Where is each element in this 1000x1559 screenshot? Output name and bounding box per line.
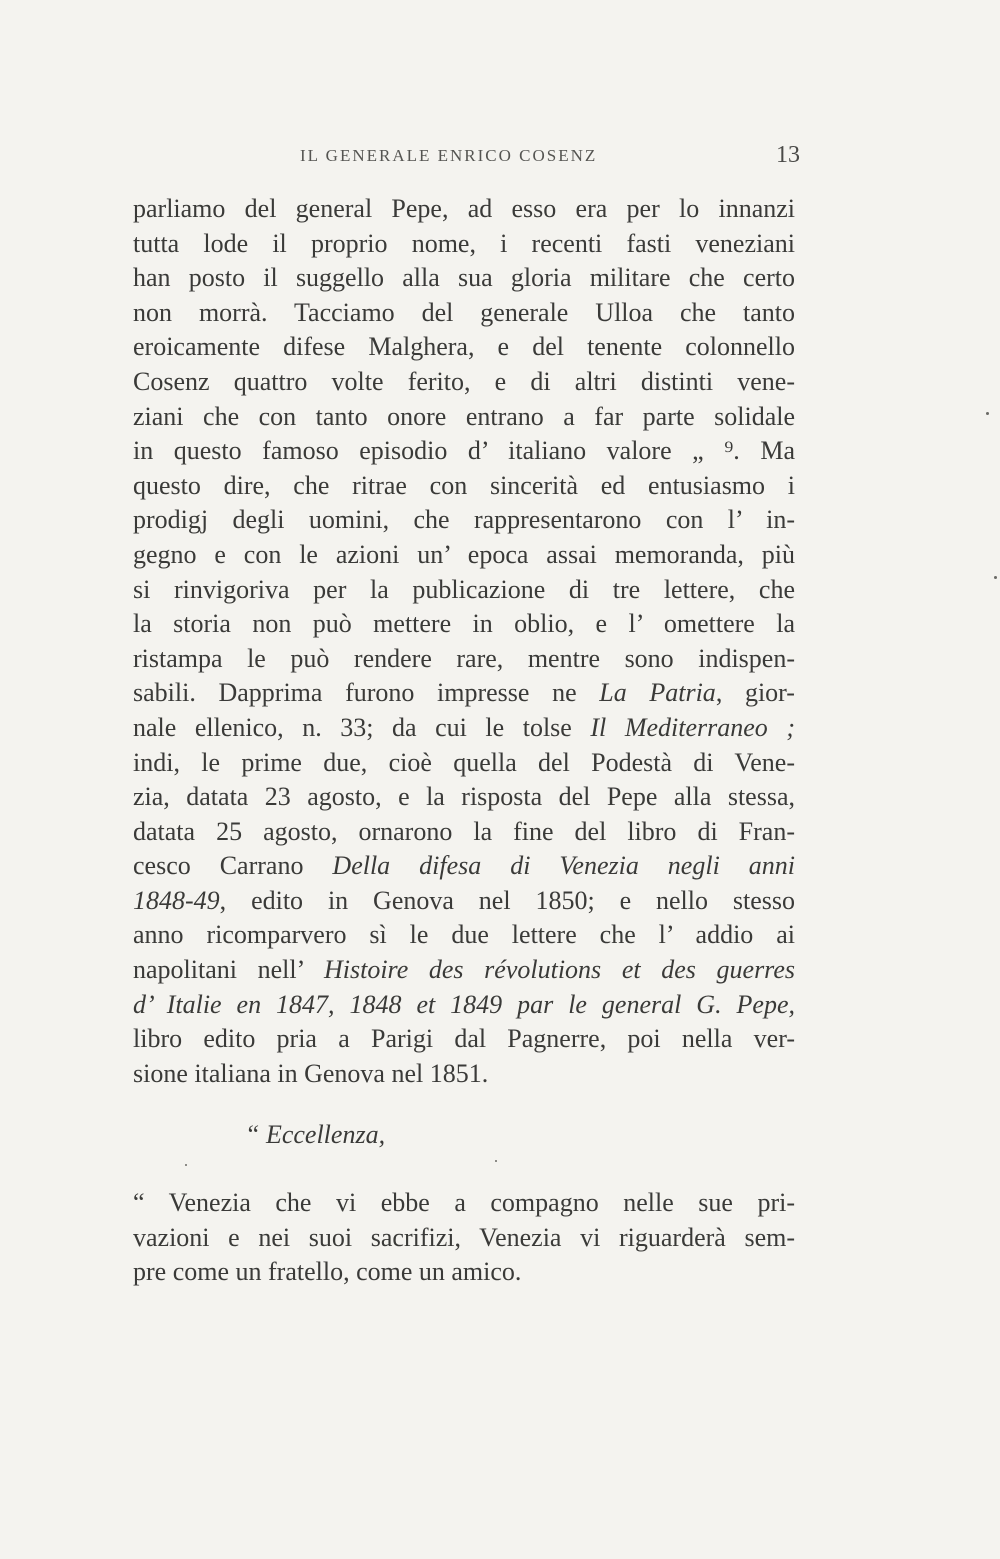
text-run: , edito in Genova nel 1850; e nello stesso xyxy=(219,885,795,915)
italic-title-della-difesa: Della difesa di Venezia negli anni xyxy=(332,851,795,881)
text-line: ristampa le può rendere rare, mentre sono indispen- xyxy=(133,643,795,673)
text-line xyxy=(133,711,795,746)
text-line: in questo famoso episodio d’ italiano valore „ ⁹. Ma xyxy=(133,436,795,466)
paper-speck xyxy=(986,412,989,415)
paper-speck xyxy=(495,1160,497,1162)
text-line: non morrà. Tacciamo del generale Ulloa che tanto xyxy=(133,297,795,327)
text-line xyxy=(133,884,795,919)
italic-years: 1848-49 xyxy=(133,885,220,915)
letter-salutation: “ Eccellenza, xyxy=(245,1120,386,1149)
paper-speck xyxy=(994,576,997,579)
text-line xyxy=(133,953,795,988)
text-line: gegno e con le azioni un’ epoca assai memoranda, più xyxy=(133,539,795,569)
text-line: han posto il suggello alla sua gloria militare che certo xyxy=(133,263,795,293)
paper-speck xyxy=(185,1164,187,1166)
letter-line: pre come un fratello, come un amico. xyxy=(133,1257,522,1287)
text-line: indi, le prime due, cioè quella del Podestà di Vene- xyxy=(133,747,795,777)
text-line xyxy=(133,849,795,884)
text-run: sabili. Dapprima furono impresse ne xyxy=(133,678,600,708)
text-run: cesco Carrano xyxy=(133,851,333,881)
text-line: datata 25 agosto, ornarono la fine del libro di Fran- xyxy=(133,816,795,846)
text-run: nale ellenico, n. 33; da cui le tolse xyxy=(133,712,591,742)
text-line: zia, datata 23 agosto, e la risposta del Pepe alla stessa, xyxy=(133,782,795,812)
italic-title-mediterraneo: Il Mediterraneo ; xyxy=(590,712,795,742)
running-title: IL GENERALE ENRICO COSENZ xyxy=(300,146,598,165)
letter-paragraph xyxy=(133,1186,795,1290)
text-run: , gior- xyxy=(715,678,795,708)
text-line: libro edito pria a Parigi dal Pagnerre, poi nella ver- xyxy=(133,1024,795,1054)
text-run: napolitani nell’ xyxy=(133,955,324,985)
text-line: la storia non può mettere in oblio, e l’ omettere la xyxy=(133,609,795,639)
text-line: si rinvigoriva per la publicazione di tre lettere, che xyxy=(133,574,795,604)
main-paragraph xyxy=(133,192,795,1091)
italic-title-histoire: Histoire des révolutions et des guerres xyxy=(323,955,795,985)
letter-line: “ Venezia che vi ebbe a compagno nelle sue pri- xyxy=(133,1188,795,1217)
text-line: ziani che con tanto onore entrano a far parte solidale xyxy=(133,401,795,431)
text-line: tutta lode il proprio nome, i recenti fasti veneziani xyxy=(133,228,795,258)
page-header xyxy=(300,142,800,176)
text-line: prodigj degli uomini, che rappresentarono con l’ in- xyxy=(133,505,795,535)
italic-title-la-patria: La Patria xyxy=(599,678,716,708)
text-line: sione italiana in Genova nel 1851. xyxy=(133,1058,489,1088)
text-line: questo dire, che ritrae con sincerità ed entusiasmo i xyxy=(133,470,795,500)
text-line: Cosenz quattro volte ferito, e di altri distinti vene- xyxy=(133,366,795,396)
text-line: parliamo del general Pepe, ad esso era per lo innanzi xyxy=(133,194,795,223)
letter-line: vazioni e nei suoi sacrifizi, Venezia vi riguarderà sem- xyxy=(133,1222,795,1252)
page-number: 13 xyxy=(776,142,800,168)
text-line: eroicamente difese Malghera, e del tenente colonnello xyxy=(133,332,795,362)
text-line-italic: d’ Italie en 1847, 1848 et 1849 par le general G. Pepe, xyxy=(133,989,795,1019)
text-line: anno ricomparvero sì le due lettere che l’ addio ai xyxy=(133,920,795,950)
text-line xyxy=(133,676,795,711)
